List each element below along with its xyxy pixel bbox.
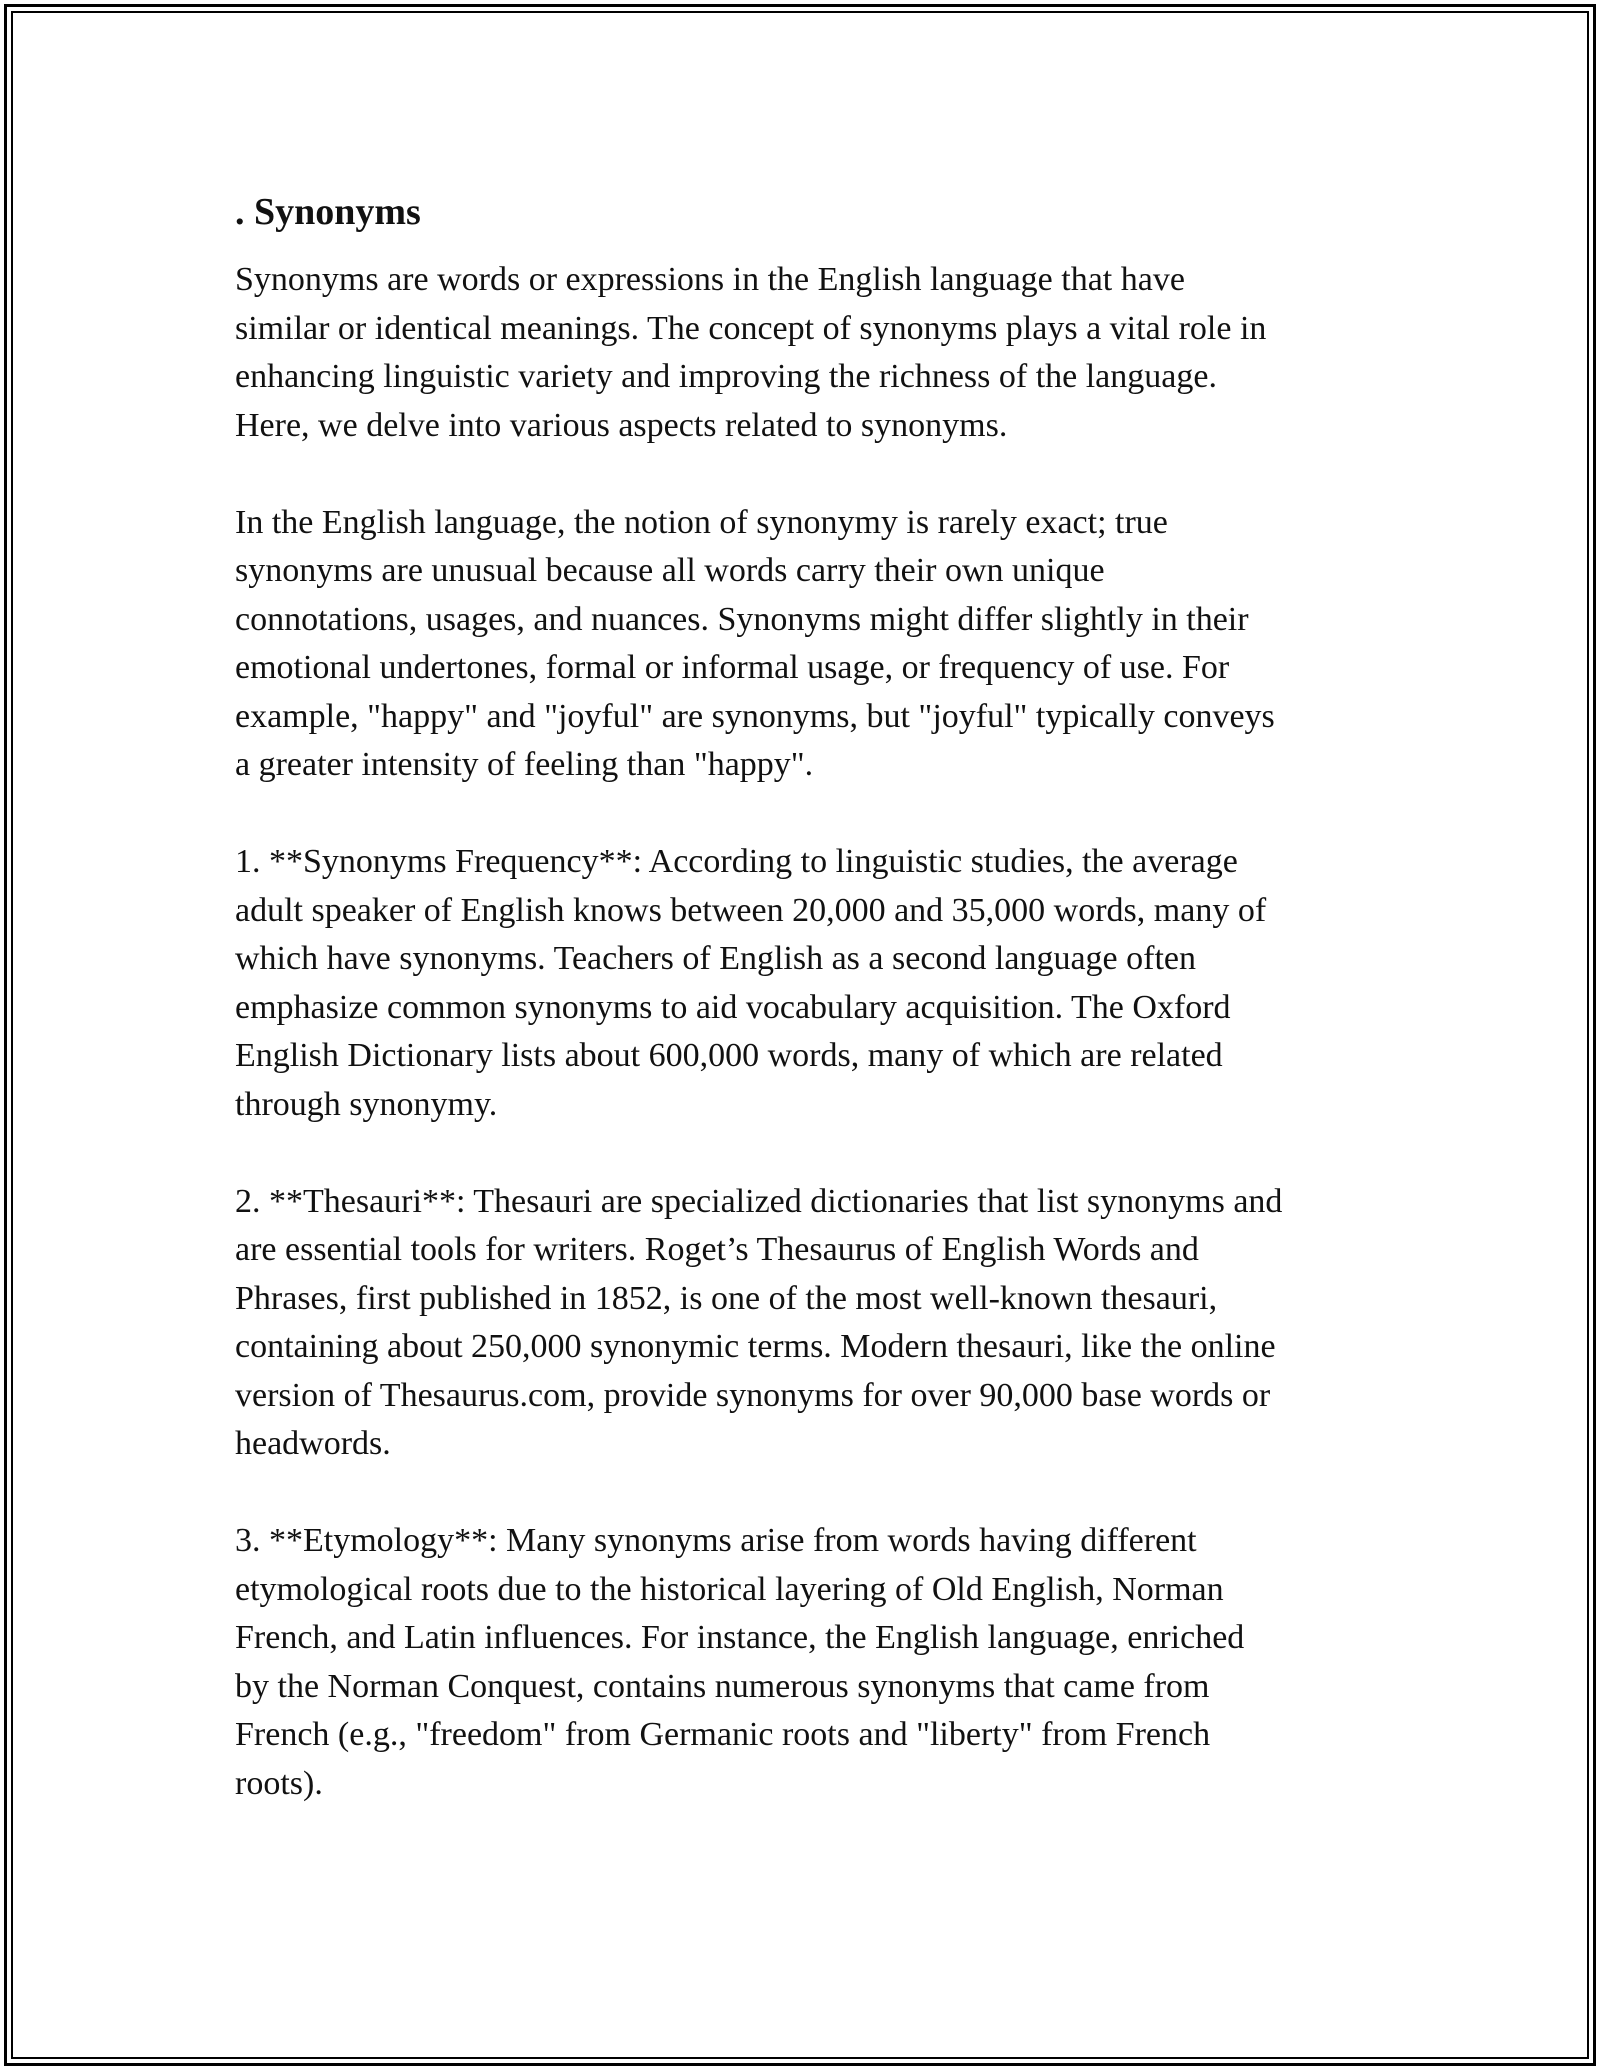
paragraph-synonymy-exactness: In the English language, the notion of synonymy is rarely exact; true synonyms are unusual because all words carry their own unique connotations, usages, and nuances. Synonyms might differ slightly in their emotional undertones, formal or informal usage, or frequency of use. For example, "happy" and "joyful" are synonyms, but "joyful" typically conveys a greater intensity of feeling than "happy". (235, 503, 1275, 783)
document-body (235, 186, 1375, 1857)
paragraph-synonyms-frequency: 1. **Synonyms Frequency**: According to linguistic studies, the average adult speaker of English knows between 20,000 and 35,000 words, many of which have synonyms. Teachers of English as a second language often emphasize common synonyms to aid vocabulary acquisition. The Oxford English Dictionary lists about 600,000 words, many of which are related through synonymy. (235, 843, 1267, 1123)
section-title: . Synonyms (235, 191, 421, 233)
paragraph-etymology: 3. **Etymology**: Many synonyms arise from words having different etymological roots due to the historical layering of Old English, Norman French, and Latin influences. For instance, the English language, enriched by the Norman Conquest, contains numerous synonyms that came from French (e.g., "freedom" from Germanic roots and "liberty" from French roots). (235, 1522, 1245, 1802)
paragraph-intro: Synonyms are words or expressions in the English language that have similar or identical meanings. The concept of synonyms plays a vital role in enhancing linguistic variety and improving the richness of the language. Here, we delve into various aspects related to synonyms. (235, 261, 1267, 444)
paragraph-thesauri: 2. **Thesauri**: Thesauri are specialized dictionaries that list synonyms and are essential tools for writers. Roget’s Thesaurus of English Words and Phrases, first published in 1852, is one of the most well-known thesauri, containing about 250,000 synonymic terms. Modern thesauri, like the online version of Thesaurus.com, provide synonyms for over 90,000 base words or headwords. (235, 1182, 1283, 1462)
